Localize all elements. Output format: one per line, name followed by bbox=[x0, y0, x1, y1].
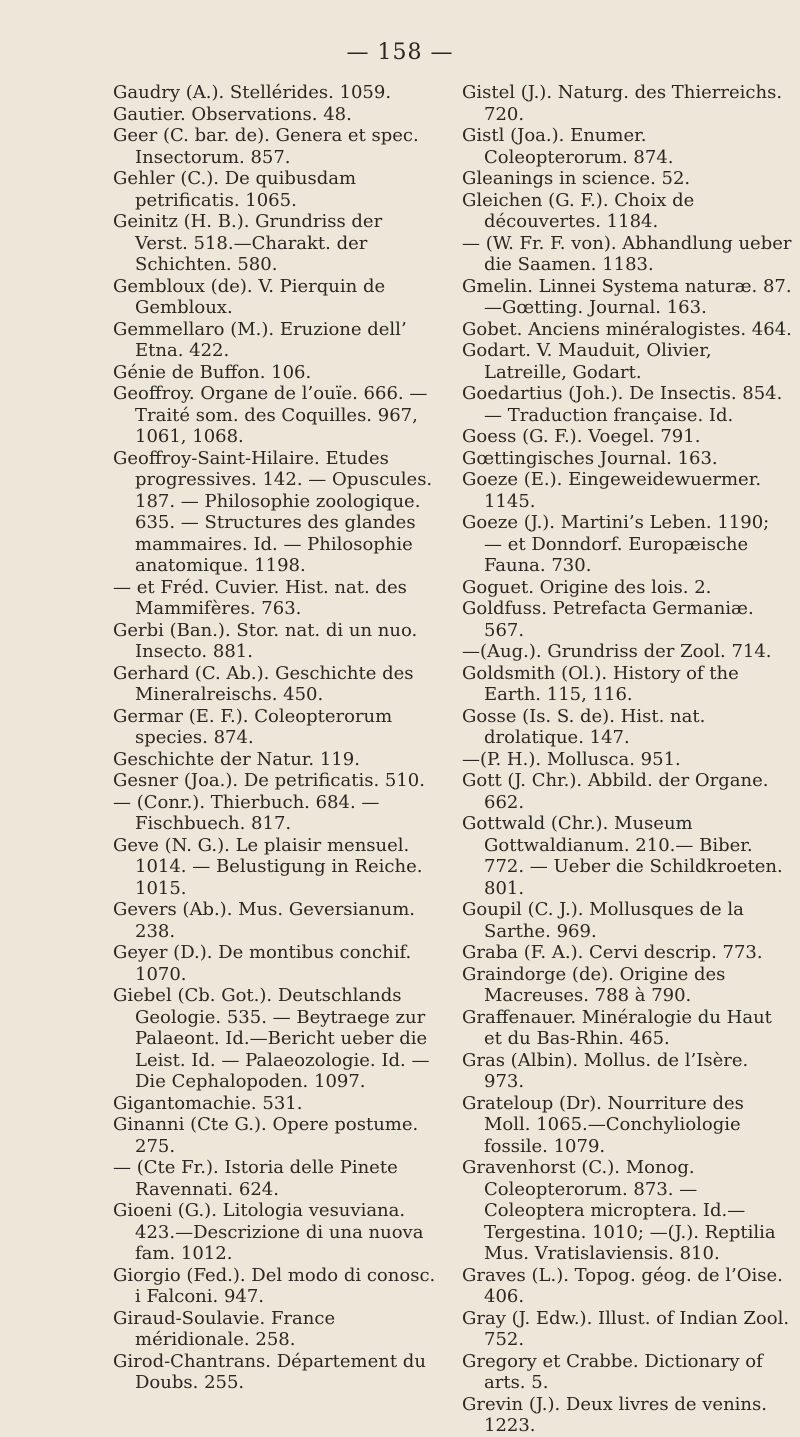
index-entry: Goupil (C. J.). Mollusques de la Sarthe. 969. bbox=[462, 899, 744, 942]
index-entry: Gœttingisches Journal. 163. bbox=[462, 447, 718, 469]
index-entry: Giraud-Soulavie. France méridionale. 258. bbox=[113, 1307, 336, 1350]
index-entry: Geer (C. bar. de). Genera et spec. Insectorum. 857. bbox=[113, 125, 419, 168]
index-entry: Gistl (Joa.). Enumer. Coleopterorum. 874. bbox=[462, 125, 674, 168]
index-entry: Goguet. Origine des lois. 2. bbox=[462, 576, 712, 598]
index-entry: Gras (Albin). Mollus. de l’Isère. 973. bbox=[462, 1049, 749, 1092]
index-entry: Giorgio (Fed.). Del modo di conosc. i Falconi. 947. bbox=[113, 1264, 436, 1307]
index-entry: Godart. V. Mauduit, Olivier, Latreille, Godart. bbox=[462, 340, 712, 383]
index-entry: Germar (E. F.). Coleopterorum species. 874. bbox=[113, 705, 393, 748]
index-entry: Geoffroy-Saint-Hilaire. Etudes progressives. 142. — Opuscules. 187. — Philosophie zoologique. 635. — Structures des glandes mammaires. Id. — Philosophie anatomique. 1198. bbox=[113, 447, 433, 576]
index-entry: — (Conr.). Thierbuch. 684. — Fischbuech. 817. bbox=[113, 791, 380, 834]
index-entry: Giebel (Cb. Got.). Deutschlands Geologie. 535. — Beytraege zur Palaeont. Id.—Bericht ueber die Leist. Id. — Palaeozologie. Id. —Die Cephalopoden. 1097. bbox=[113, 985, 430, 1092]
index-entry: Gottwald (Chr.). Museum Gottwaldianum. 210.— Biber. 772. — Ueber die Schildkroeten. 801. bbox=[462, 813, 783, 899]
index-entry: Goldsmith (Ol.). History of the Earth. 115, 116. bbox=[462, 662, 739, 705]
index-entry: Graffenauer. Minéralogie du Haut et du Bas-Rhin. 465. bbox=[462, 1006, 772, 1049]
index-entry: Gigantomachie. 531. bbox=[113, 1092, 303, 1114]
index-entry: Goedartius (Joh.). De Insectis. 854.— Traduction française. Id. bbox=[462, 383, 783, 426]
index-entry: Geschichte der Natur. 119. bbox=[113, 748, 360, 770]
left-column bbox=[113, 82, 440, 1394]
index-entry: Gosse (Is. S. de). Hist. nat. drolatique. 147. bbox=[462, 705, 706, 748]
index-entry: — (W. Fr. F. von). Abhandlung ueber die Saamen. 1183. bbox=[462, 232, 792, 275]
index-entry: Génie de Buffon. 106. bbox=[113, 361, 312, 383]
index-entry: Ginanni (Cte G.). Opere postume. 275. bbox=[113, 1114, 419, 1157]
index-entry: Gray (J. Edw.). Illust. of Indian Zool. 752. bbox=[462, 1307, 790, 1350]
index-entry: Grevin (J.). Deux livres de venins. 1223. bbox=[462, 1393, 767, 1436]
index-entry: Graves (L.). Topog. géog. de l’Oise. 406. bbox=[462, 1264, 783, 1307]
index-entry: — et Fréd. Cuvier. Hist. nat. des Mammifères. 763. bbox=[113, 576, 407, 619]
index-entry: —(P. H.). Mollusca. 951. bbox=[462, 748, 681, 770]
index-entry: Geoffroy. Organe de l’ouïe. 666. —Traité som. des Coquilles. 967, 1061, 1068. bbox=[113, 383, 428, 447]
index-entry: Geinitz (H. B.). Grundriss der Verst. 518.—Charakt. der Schichten. 580. bbox=[113, 211, 383, 275]
index-entry: Gehler (C.). De quibusdam petrificatis. 1065. bbox=[113, 168, 357, 211]
index-entry: Goess (G. F.). Voegel. 791. bbox=[462, 426, 701, 447]
index-entry: Geve (N. G.). Le plaisir mensuel. 1014. — Belustigung in Reiche. 1015. bbox=[113, 834, 423, 899]
index-entry: Goeze (E.). Eingeweidewuermer. 1145. bbox=[462, 469, 762, 512]
index-entry: Goeze (J.). Martini’s Leben. 1190; — et Donndorf. Europæische Fauna. 730. bbox=[462, 512, 770, 576]
index-entry: Gleichen (G. F.). Choix de découvertes. 1184. bbox=[462, 189, 695, 232]
index-entry: Gevers (Ab.). Mus. Geversianum. 238. bbox=[113, 899, 416, 942]
index-entry: Gesner (Joa.). De petrificatis. 510. bbox=[113, 770, 425, 791]
index-entry: Geyer (D.). De montibus conchif. 1070. bbox=[113, 942, 412, 985]
index-entry: Gravenhorst (C.). Monog. Coleopterorum. 873. — Coleoptera microptera. Id.—Tergestina. 1010; —(J.). Reptilia Mus. Vratislaviensis. 810. bbox=[462, 1157, 776, 1264]
index-entry: Girod-Chantrans. Département du Doubs. 255. bbox=[113, 1350, 426, 1393]
index-entry: Gleanings in science. 52. bbox=[462, 168, 691, 189]
index-entry: Gmelin. Linnei Systema naturæ. 87.—Gœtting. Journal. 163. bbox=[462, 275, 792, 318]
page-number: — 158 — bbox=[346, 40, 454, 65]
index-entry: Gaudry (A.). Stellérides. 1059. bbox=[113, 82, 392, 103]
index-entry: — (Cte Fr.). Istoria delle Pinete Ravennati. 624. bbox=[113, 1157, 398, 1200]
index-entry: Gemmellaro (M.). Eruzione dell’ Etna. 422. bbox=[113, 318, 407, 361]
index-entry: Gott (J. Chr.). Abbild. der Organe. 662. bbox=[462, 770, 769, 813]
index-entry: Gerbi (Ban.). Stor. nat. di un nuo. Insecto. 881. bbox=[113, 619, 418, 662]
index-entry: Gregory et Crabbe. Dictionary of arts. 5. bbox=[462, 1350, 763, 1393]
index-entry: Gistel (J.). Naturg. des Thierreichs. 720. bbox=[462, 82, 783, 125]
index-entry: Graba (F. A.). Cervi descrip. 773. bbox=[462, 942, 763, 963]
index-entry: Graindorge (de). Origine des Macreuses. 788 à 790. bbox=[462, 963, 726, 1006]
index-entry: Grateloup (Dr). Nourriture des Moll. 1065.—Conchyliologie fossile. 1079. bbox=[462, 1092, 744, 1157]
index-entry: Gerhard (C. Ab.). Geschichte des Mineralreischs. 450. bbox=[113, 662, 414, 705]
index-entry: Goldfuss. Petrefacta Germaniæ. 567. bbox=[462, 598, 754, 641]
index-entry: Gembloux (de). V. Pierquin de Gembloux. bbox=[113, 275, 386, 318]
index-entry: Gioeni (G.). Litologia vesuviana. 423.—Descrizione di una nuova fam. 1012. bbox=[113, 1200, 424, 1264]
index-entry: Gobet. Anciens minéralogistes. 464. bbox=[462, 318, 792, 340]
right-column bbox=[462, 82, 792, 1437]
index-entry: —(Aug.). Grundriss der Zool. 714. bbox=[462, 641, 772, 662]
index-entry: Gautier. Observations. 48. bbox=[113, 103, 352, 125]
